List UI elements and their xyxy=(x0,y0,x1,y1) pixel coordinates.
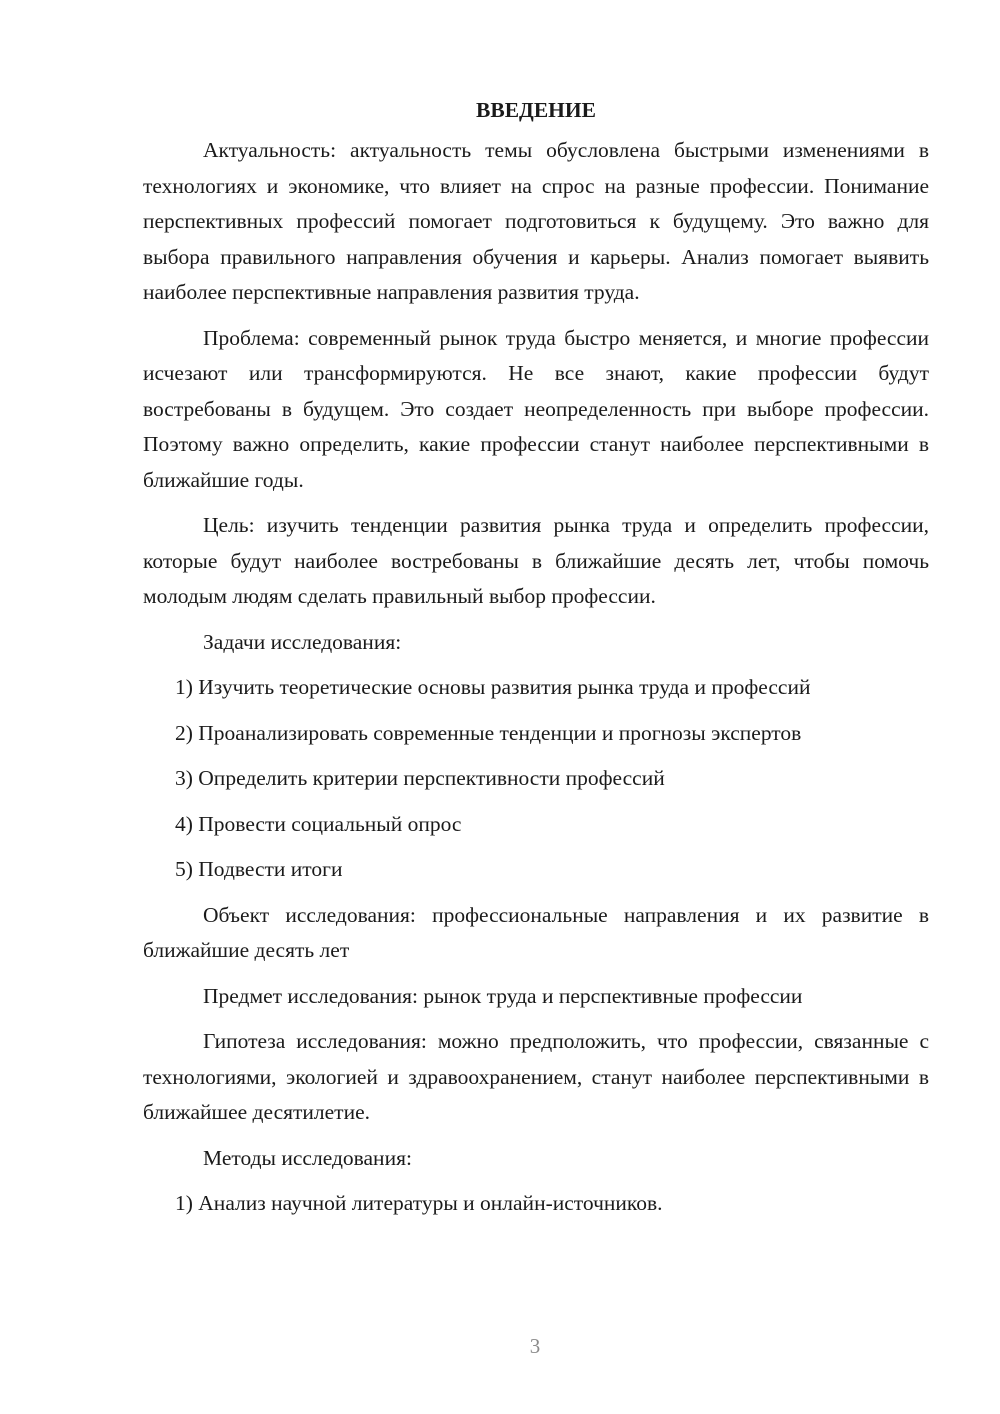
subject-paragraph: Предмет исследования: рынок труда и перспективные профессии xyxy=(203,983,803,1008)
relevance-paragraph: Актуальность: актуальность темы обусловлена быстрыми изменениями в технологиях и экономике, что влияет на спрос на разные профессии. Понимание перспективных профессий помогает подготовиться к будущему. Это важно для выбора правильного направления обучения и карьеры. Анализ помогает выявить наиболее перспективные направления развития труда. xyxy=(143,138,929,304)
methods-list xyxy=(143,1186,929,1222)
page-content xyxy=(143,92,929,1232)
methods-heading: Методы исследования: xyxy=(203,1145,412,1170)
object-paragraph: Объект исследования: профессиональные направления и их развитие в ближайшие десять лет xyxy=(143,902,929,962)
task-item-2: 2) Проанализировать современные тенденции и прогнозы экспертов xyxy=(175,720,802,745)
page-number: 3 xyxy=(529,1334,541,1358)
section-title: ВВЕДЕНИЕ xyxy=(476,98,596,122)
task-item-4: 4) Провести социальный опрос xyxy=(175,811,462,836)
tasks-heading: Задачи исследования: xyxy=(203,629,402,654)
task-item-1: 1) Изучить теоретические основы развития рынка труда и профессий xyxy=(175,675,811,699)
problem-paragraph: Проблема: современный рынок труда быстро меняется, и многие профессии исчезают или трансформируются. Не все знают, какие профессии будут востребованы в будущем. Это создает неопределенность при выборе профессии. Поэтому важно определить, какие профессии станут наиболее перспективными в ближайшие годы. xyxy=(143,325,929,492)
tasks-list xyxy=(143,670,929,888)
hypothesis-paragraph: Гипотеза исследования: можно предположить, что профессии, связанные с технологиями, экологией и здравоохранением, станут наиболее перспективными в ближайшее десятилетие. xyxy=(143,1029,929,1124)
task-item-5: 5) Подвести итоги xyxy=(175,857,343,881)
task-item-3: 3) Определить критерии перспективности профессий xyxy=(175,766,665,790)
method-item-1: 1) Анализ научной литературы и онлайн-источников. xyxy=(175,1191,663,1215)
goal-paragraph: Цель: изучить тенденции развития рынка труда и определить профессии, которые будут наиболее востребованы в ближайшие десять лет, чтобы помочь молодым людям сделать правильный выбор профессии. xyxy=(143,513,929,608)
